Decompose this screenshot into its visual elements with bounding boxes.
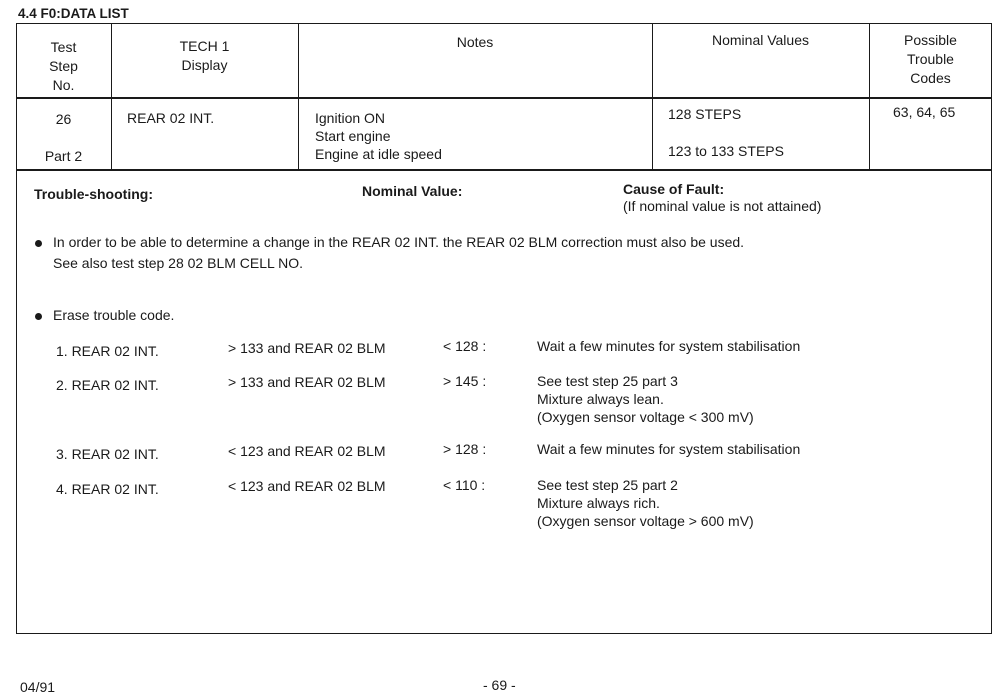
header-nominal-values: Nominal Values [711, 32, 809, 48]
list-item-label: 1. REAR 02 INT. [56, 343, 159, 359]
list-item-condition: > 133 and REAR 02 BLM [228, 374, 386, 390]
list-item-cause: See test step 25 part 2 Mixture always rich. (Oxygen sensor voltage > 600 mV) [537, 477, 754, 529]
tech-display-value: REAR 02 INT. [127, 110, 215, 126]
table-header-rule [16, 97, 992, 99]
list-item-condition: > 133 and REAR 02 BLM [228, 340, 386, 356]
page-number: - 69 - [483, 677, 516, 693]
cause-of-fault-note: (If nominal value is not attained) [623, 198, 822, 214]
nominal-value-label: Nominal Value: [362, 183, 463, 199]
cause-of-fault-label: Cause of Fault: [623, 181, 725, 197]
header-notes: Notes [456, 34, 494, 50]
nominal-value-2: 123 to 133 STEPS [668, 143, 784, 159]
list-item-value: < 128 : [443, 338, 487, 354]
troubleshooting-label: Trouble-shooting: [34, 186, 153, 202]
step-part: Part 2 [44, 148, 83, 164]
list-item-label: 3. REAR 02 INT. [56, 446, 159, 462]
list-item-condition: < 123 and REAR 02 BLM [228, 443, 386, 459]
nominal-value-1: 128 STEPS [668, 106, 742, 122]
bullet-text: See also test step 28 02 BLM CELL NO. [53, 255, 304, 271]
list-item-cause: Wait a few minutes for system stabilisation [537, 338, 801, 354]
notes-value: Ignition ON Start engine Engine at idle speed [315, 110, 442, 162]
step-number: 26 [55, 111, 72, 127]
table-bottom-rule [16, 169, 992, 171]
bullet-text: Erase trouble code. [53, 307, 175, 323]
section-heading: 4.4 F0:DATA LIST [18, 6, 129, 21]
header-test-step: Test Step No. [49, 39, 78, 93]
list-item-cause: See test step 25 part 3 Mixture always lean. (Oxygen sensor voltage < 300 mV) [537, 373, 754, 425]
list-item-value: < 110 : [443, 477, 486, 493]
footer-date: 04/91 [20, 679, 56, 695]
list-item-cause: Wait a few minutes for system stabilisation [537, 441, 801, 457]
bullet-icon [35, 313, 42, 320]
list-item-label: 4. REAR 02 INT. [56, 481, 159, 497]
list-item-label: 2. REAR 02 INT. [56, 377, 159, 393]
bullet-icon [35, 240, 42, 247]
list-item-value: > 145 : [443, 373, 487, 389]
list-item-value: > 128 : [443, 441, 487, 457]
trouble-codes-value: 63, 64, 65 [893, 104, 956, 120]
header-tech-display: TECH 1 Display [179, 38, 230, 73]
list-item-condition: < 123 and REAR 02 BLM [228, 478, 386, 494]
header-trouble-codes: Possible Trouble Codes [904, 32, 957, 86]
bullet-text: In order to be able to determine a change in the REAR 02 INT. the REAR 02 BLM correction must also be used. [53, 234, 745, 250]
